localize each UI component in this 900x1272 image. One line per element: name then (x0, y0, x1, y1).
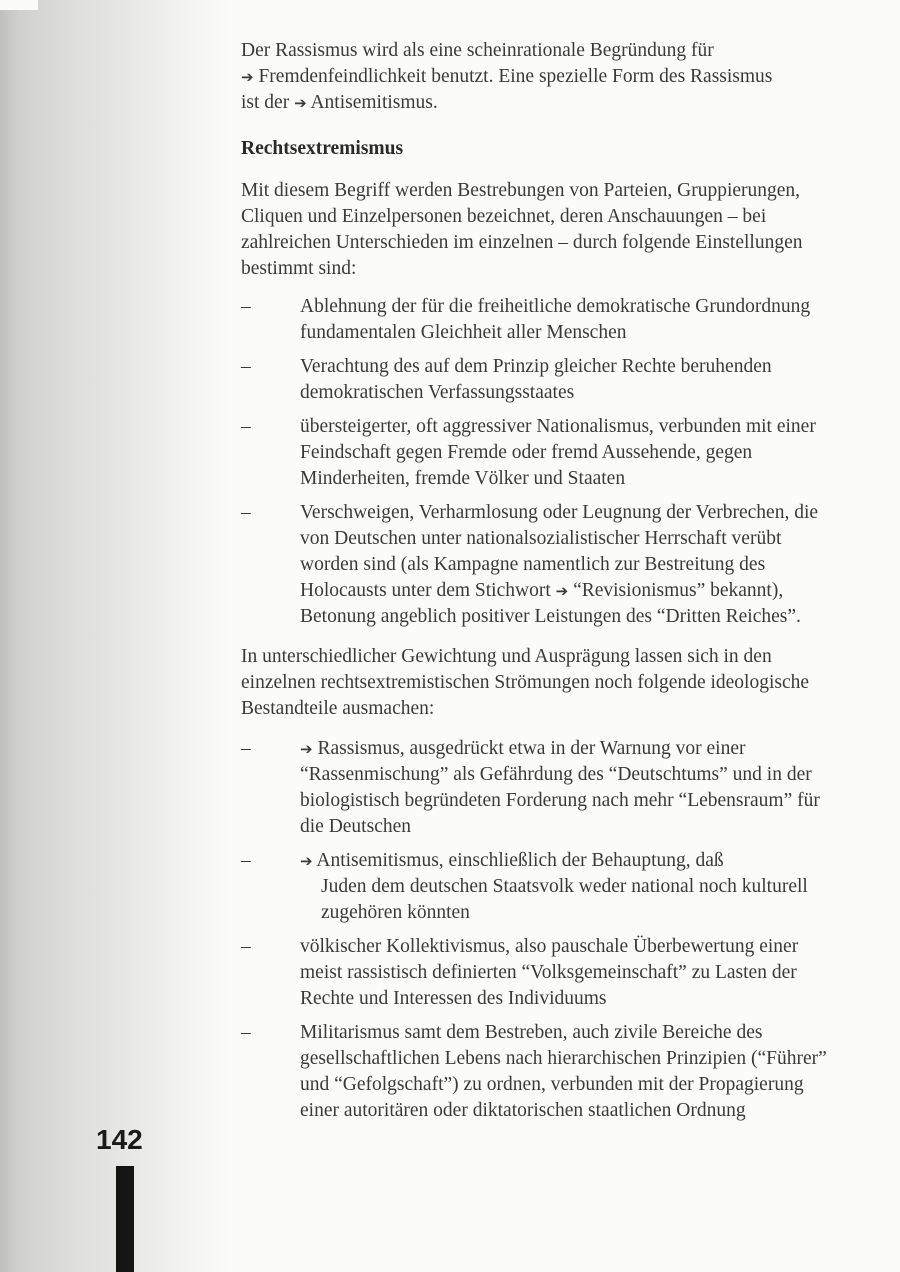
page-gutter-shadow (0, 0, 230, 1272)
arrow-icon: ➔ (300, 852, 313, 870)
arrow-icon: ➔ (294, 94, 307, 112)
dash-bullet: – (241, 502, 251, 523)
page-number: 142 (96, 1124, 143, 1155)
list-item (241, 848, 833, 926)
attitude-text: Verachtung des auf dem Prinzip gleicher Rechte beruhenden demokratischen Verfassungsstaates (300, 356, 772, 403)
dash-bullet: – (241, 296, 251, 317)
attitude-text: übersteigerter, oft aggressiver Nationalismus, verbunden mit einer Feindschaft gegen Fremde oder fremd Aussehende, gegen Minderheiten, fremde Völker und Staaten (300, 416, 816, 489)
ideology-text: Militarismus samt dem Bestreben, auch zivile Bereiche des gesellschaftlichen Lebens nach hierarchischen Prinzipien (“Führer” und “Gefolgschaft”) zu ordnen, verbunden mit der Propagierung einer autoritären oder diktatorischen staatlichen Ordnung (300, 1022, 827, 1121)
link-fremdenfeindlichkeit[interactable]: Fremdenfeindlichkeit (258, 66, 427, 87)
attitude-text: Verschweigen, Verharmlosung oder Leugnung der Verbrechen, die von Deutschen unter nationalsozialistischer Herrschaft verübt worden sind (als Kampagne namentlich zur Bestreitung des Holocausts unter dem Stichwort (300, 502, 819, 601)
intro-line-3: ist der (241, 92, 295, 113)
dash-bullet: – (241, 1022, 251, 1043)
ideology-text: Antisemitismus, einschließlich der Behauptung, daß (312, 850, 724, 871)
chapter-thumb-marker (116, 1166, 134, 1272)
intro-line-1: Der Rassismus wird als eine scheinrationale Begründung für (241, 40, 714, 61)
section-heading: Rechtsextremismus (241, 138, 404, 159)
ideology-list (241, 736, 833, 1124)
list-item (241, 500, 833, 630)
attitude-text: Ablehnung der für die freiheitliche demokratische Grundordnung fundamentalen Gleichheit aller Menschen (300, 296, 811, 343)
definition-paragraph: Mit diesem Begriff werden Bestrebungen von Parteien, Gruppierungen, Cliquen und Einzelpersonen bezeichnet, deren Anschauungen – bei zahlreichen Unterschieden im einzelnen – durch folgende Einstellungen bestimmt sind: (241, 180, 803, 279)
page-corner (0, 0, 38, 10)
page-content (241, 38, 833, 1138)
ideology-text: völkischer Kollektivismus, also pauschale Überbewertung einer meist rassistisch definierten “Volksgemeinschaft” zu Lasten der Rechte und Interessen des Individuums (300, 936, 799, 1009)
arrow-icon: ➔ (241, 68, 254, 86)
dash-bullet: – (241, 936, 251, 957)
dash-bullet: – (241, 356, 251, 377)
list-item (241, 354, 833, 406)
list-item (241, 934, 833, 1012)
attitudes-list (241, 294, 833, 630)
ideology-text: Rassismus, ausgedrückt etwa in der Warnung vor einer “Rassenmischung” als Gefährdung des “Deutschtums” und in der biologistisch begründeten Forderung nach mehr “Lebensraum” für die Deutschen (300, 738, 820, 837)
list-item (241, 1020, 833, 1124)
ideology-text-cont: Juden dem deutschen Staatsvolk weder national noch kulturell zugehören könnten (321, 876, 808, 923)
attitude-text-cont: “Revisionismus” bekannt), Betonung angeblich positiver Leistungen des “Dritten Reiches”. (300, 580, 801, 627)
intro-line-2: benutzt. Eine spezielle Form des Rassismus (426, 66, 773, 87)
intro-paragraph (241, 38, 833, 116)
arrow-icon: ➔ (300, 740, 313, 758)
dash-bullet: – (241, 416, 251, 437)
list-item (241, 736, 833, 840)
arrow-icon: ➔ (555, 582, 569, 600)
ideology-intro-paragraph: In unterschiedlicher Gewichtung und Ausprägung lassen sich in den einzelnen rechtsextremistischen Strömungen noch folgende ideologische Bestandteile ausmachen: (241, 646, 810, 719)
dash-bullet: – (241, 738, 251, 759)
dash-bullet: – (241, 850, 251, 871)
link-antisemitismus[interactable]: Antisemitismus. (310, 92, 438, 113)
list-item (241, 414, 833, 492)
list-item (241, 294, 833, 346)
